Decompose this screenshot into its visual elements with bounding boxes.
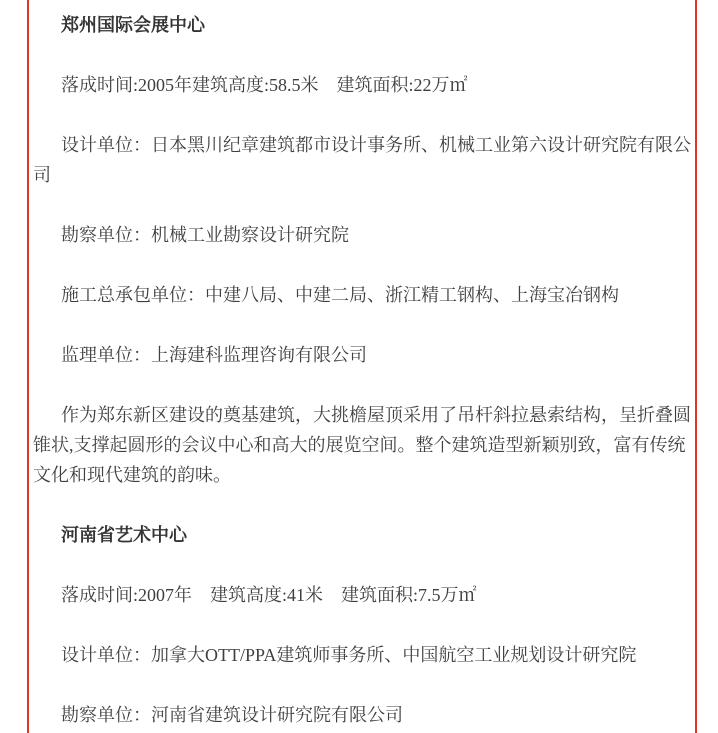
paragraph-description: 作为郑东新区建设的奠基建筑，大挑檐屋顶采用了吊杆斜拉悬索结构，呈折叠圆锥状,支撑起圆形的会议中心和高大的展览空间。整个建筑造型新颖别致，富有传统文化和现代建筑的韵味。 — [33, 405, 691, 485]
paragraph-completion-stats: 落成时间:2007年 建筑高度:41米 建筑面积:7.5万㎡ — [61, 585, 477, 605]
paragraph-completion-stats: 落成时间:2005年建筑高度:58.5米 建筑面积:22万㎡ — [61, 75, 468, 95]
section-zhengzhou-convention-center — [33, 10, 691, 490]
paragraph-survey-unit: 勘察单位：机械工业勘察设计研究院 — [61, 225, 349, 245]
paragraph-general-contractor: 施工总承包单位：中建八局、中建二局、浙江精工钢构、上海宝冶钢构 — [61, 285, 619, 305]
section-henan-art-center — [33, 520, 691, 730]
section-heading: 河南省艺术中心 — [61, 525, 187, 545]
paragraph-design-unit: 设计单位：日本黑川纪章建筑都市设计事务所、机械工业第六设计研究院有限公司 — [33, 135, 691, 185]
document-page — [27, 0, 697, 733]
paragraph-design-unit: 设计单位：加拿大OTT/PPA建筑师事务所、中国航空工业规划设计研究院 — [61, 645, 637, 665]
paragraph-survey-unit: 勘察单位：河南省建筑设计研究院有限公司 — [61, 705, 403, 725]
section-heading: 郑州国际会展中心 — [61, 15, 205, 35]
paragraph-supervision-unit: 监理单位：上海建科监理咨询有限公司 — [61, 345, 367, 365]
